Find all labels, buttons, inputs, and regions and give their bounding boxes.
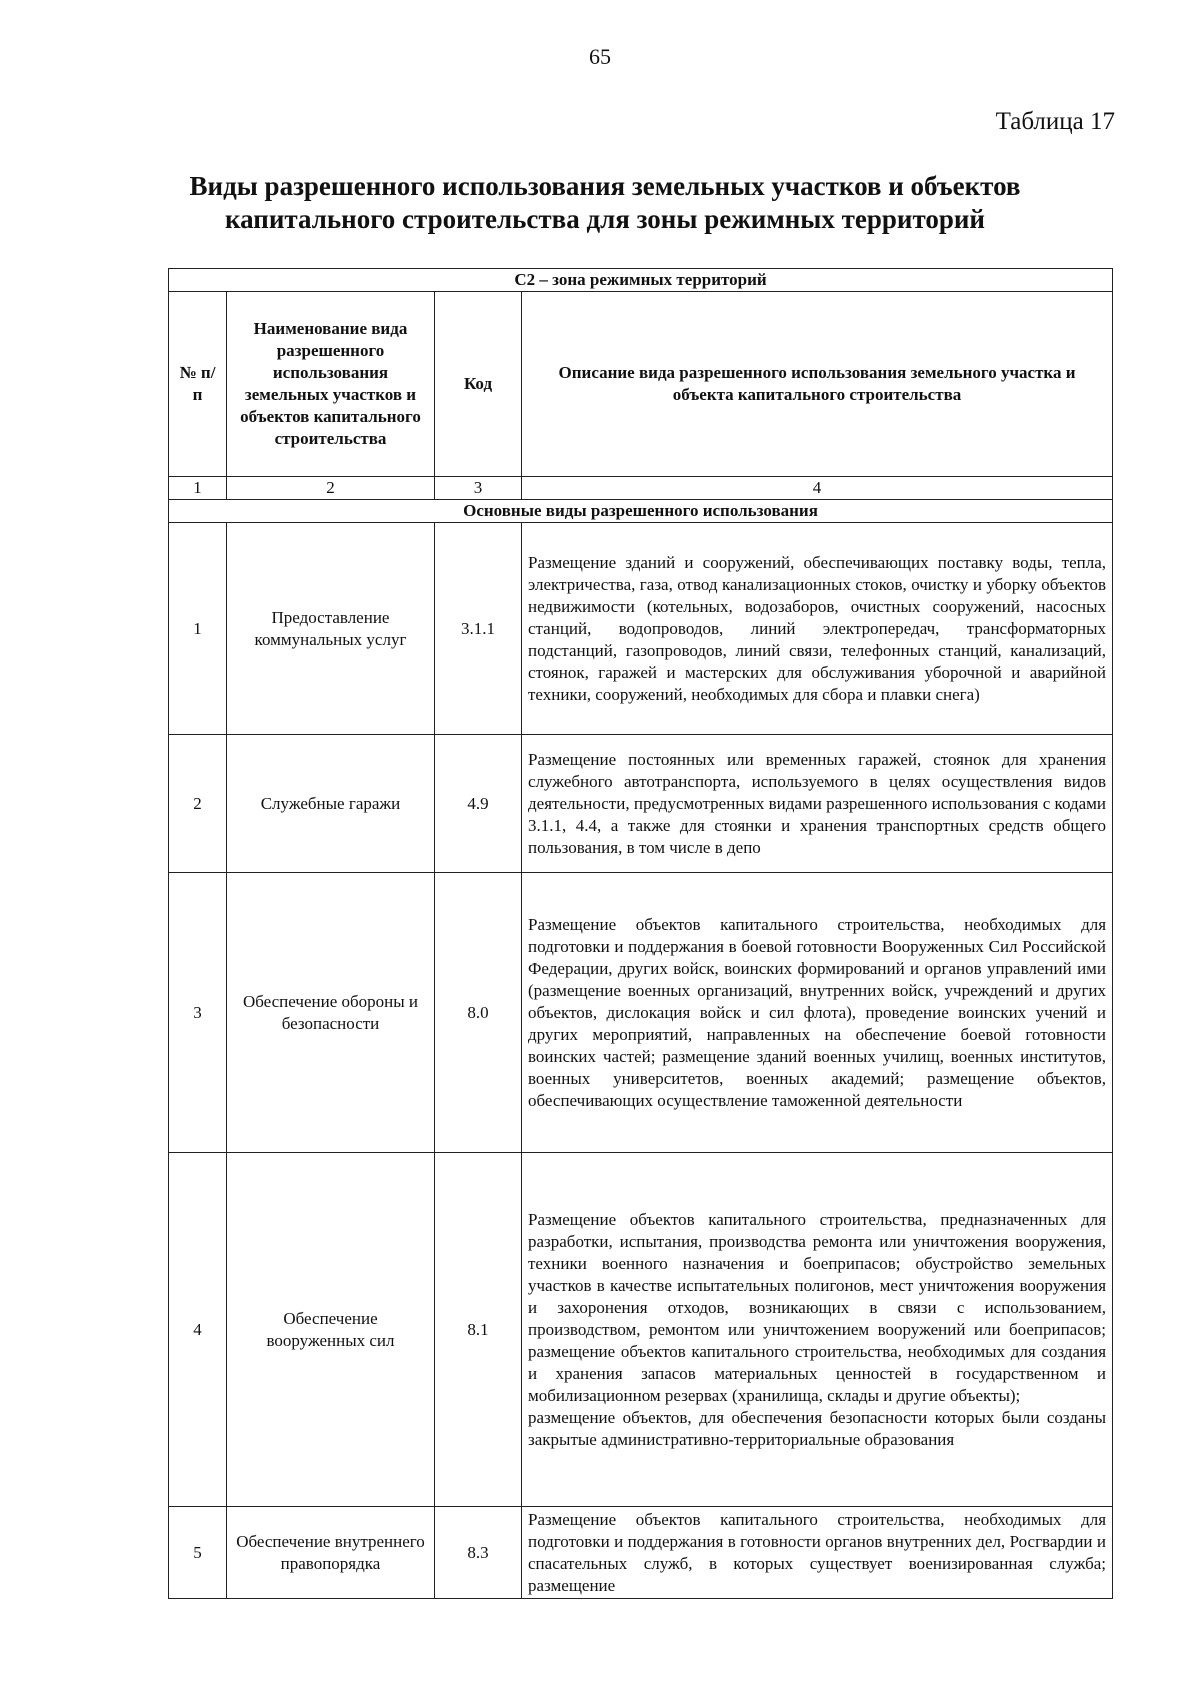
use-code: 8.0	[435, 873, 522, 1153]
table-row	[169, 735, 1113, 873]
column-header-desc: Описание вида разрешенного использования земельного участка и объекта капитального строительства	[522, 292, 1113, 477]
use-name: Служебные гаражи	[227, 735, 435, 873]
use-name: Обеспечение вооруженных сил	[227, 1153, 435, 1507]
table-label: Таблица 17	[995, 108, 1115, 135]
column-number: 3	[435, 477, 522, 500]
table-row	[169, 1153, 1113, 1507]
row-number: 2	[169, 735, 227, 873]
permitted-use-table	[168, 268, 1113, 1599]
row-number: 3	[169, 873, 227, 1153]
use-description-part: Размещение объектов капитального строительства, предназначенных для разработки, испытания, производства ремонта или уничтожения вооружения, техники военного назначения и боеприпасов; обустройство земельных участков в качестве испытательных полигонов, мест уничтожения вооружения и захоронения отходов, возникающих в связи с использованием, производством, ремонтом или уничтожением вооружений или боеприпасов; размещение объектов капитального строительства, необходимых для создания и хранения запасов материальных ценностей в государственном и мобилизационном резервах (хранилища, склады и другие объекты);	[528, 1209, 1107, 1405]
column-header-num: № п/п	[169, 292, 227, 477]
column-header-code: Код	[435, 292, 522, 477]
use-description: Размещение объектов капитального строительства, необходимых для подготовки и поддержания в боевой готовности Вооруженных Сил Российской Федерации, других войск, воинских формирований и органов управлений ими (размещение военных организаций, внутренних войск, учреждений и других объектов, дислокация войск и сил флота), проведение воинских учений и других мероприятий, направленных на обеспечение боевой готовности воинских частей; размещение зданий военных училищ, военных институтов, военных университетов, военных академий; размещение объектов, обеспечивающих осуществление таможенной деятельности	[522, 873, 1113, 1153]
use-description: Размещение объектов капитального строительства, необходимых для подготовки и поддержания в готовности органов внутренних дел, Росгвардии и спасательных служб, в которых существует военизированная служба; размещение	[522, 1507, 1113, 1599]
use-name: Обеспечение обороны и безопасности	[227, 873, 435, 1153]
use-code: 3.1.1	[435, 523, 522, 735]
use-description	[522, 1153, 1113, 1507]
column-number: 2	[227, 477, 435, 500]
row-number: 5	[169, 1507, 227, 1599]
table-row	[169, 1507, 1113, 1599]
use-code: 8.1	[435, 1153, 522, 1507]
use-description: Размещение зданий и сооружений, обеспечивающих поставку воды, тепла, электричества, газа, отвод канализационных стоков, очистку и уборку объектов недвижимости (котельных, водозаборов, очистных сооружений, насосных станций, водопроводов, линий электропередач, трансформаторных подстанций, газопроводов, линий связи, телефонных станций, канализаций, стоянок, гаражей и мастерских для обслуживания уборочной и аварийной техники, сооружений, необходимых для сбора и плавки снега)	[522, 523, 1113, 735]
section-title: Основные виды разрешенного использования	[169, 500, 1113, 523]
column-header-name: Наименование вида разрешенного использования земельных участков и объектов капитального строительства	[227, 292, 435, 477]
column-number: 4	[522, 477, 1113, 500]
page-number: 65	[589, 44, 611, 69]
use-name: Обеспечение внутреннего правопорядка	[227, 1507, 435, 1599]
use-code: 8.3	[435, 1507, 522, 1599]
row-number: 4	[169, 1153, 227, 1507]
table-row	[169, 873, 1113, 1153]
column-number: 1	[169, 477, 227, 500]
use-description: Размещение постоянных или временных гаражей, стоянок для хранения служебного автотранспорта, используемого в целях осуществления видов деятельности, предусмотренных видами разрешенного использования с кодами 3.1.1, 4.4, а также для стоянки и хранения транспортных средств общего пользования, в том числе в депо	[522, 735, 1113, 873]
use-description-part: размещение объектов, для обеспечения безопасности которых были созданы закрытые административно-территориальные образования	[528, 1407, 1107, 1449]
document-title: Виды разрешенного использования земельных участков и объектов капитального строительства для зоны режимных территорий	[189, 171, 1021, 234]
use-code: 4.9	[435, 735, 522, 873]
zone-header: С2 – зона режимных территорий	[169, 269, 1113, 292]
use-name: Предоставление коммунальных услуг	[227, 523, 435, 735]
row-number: 1	[169, 523, 227, 735]
table-row	[169, 523, 1113, 735]
